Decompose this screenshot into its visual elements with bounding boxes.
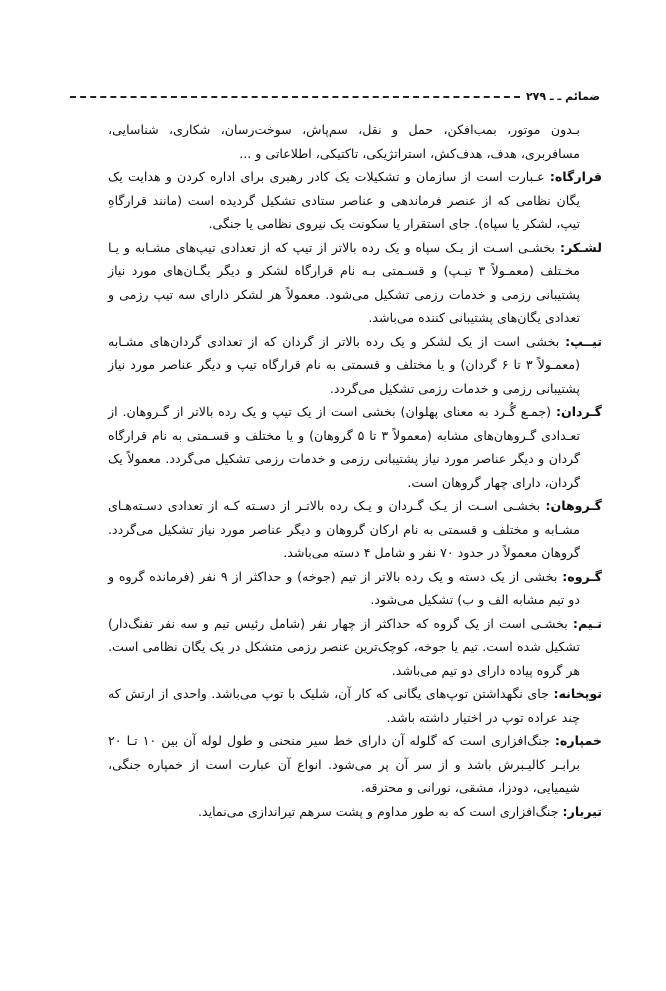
- glossary-entry: [108, 165, 602, 236]
- entry-text: جنگ‌افزاری است که به طور مداوم و پشت سرهم تیراندازی می‌نماید.: [197, 803, 559, 819]
- entry-text: عـبارت است از سازمان و تشکیلات یک کادر رهبری برای اداره کردن و هدایت یک یگان نظامی که از عنصر فرماندهی و عناصر ستادی تشکیل گردیده است (مانند قرارگاهِ تیپ، لشکر یا سپاه). جای استقرار یا سکونت یک نیروی نظامی یا جنگی.: [108, 169, 580, 231]
- entry-term: تـیم:: [572, 615, 602, 631]
- glossary-entry: [108, 236, 602, 330]
- entry-term: تیــپ:: [565, 333, 602, 349]
- glossary-entry: [108, 612, 602, 683]
- entry-text: بخشـی اسـت از یـک سپاه و یک رده بالاتر از تیپ که از تعدادی تیپ‌های مشـابه و یـا مخـتلف (معمـولاً ۳ تیـپ) و قسـمتی بـه نام قرارگاه لشکر و دیگر یگـان‌های مورد نیاز پشتیبانی رزمی و خدمات رزمی تشکیل می‌شود. معمولاً هر لشکر دارای سه تیپ رزمی و تعدادی یگان‌های پشتیبانی کننده می‌باشد.: [108, 239, 580, 325]
- glossary-entry: [108, 682, 602, 729]
- glossary-entry: [108, 494, 602, 565]
- entry-text: جنگ‌افزاری است که گلوله آن دارای خط سیر منحنی و طول لوله آن بین ۱۰ تـا ۲۰ برابـر کالیـبرش باشد و از سر آن پر می‌شود. انواع آن عبارت است از خمپاره جنگی، شیمیایی، دودزا، مشقی، نورانی و محترقه.: [108, 733, 580, 795]
- header-dashed-rule: [70, 96, 520, 98]
- entry-text: بخشـی است از یک گروه که حداکثر از چهار نفر (شامل رئیس تیم و سه نفر تفنگ‌دار) تشکیل شده است. تیم یا جوخه، کوچک‌ترین عنصر رزمی متشکل در یک یگان نظامی است. هر گروه پیاده دارای دو تیم می‌باشد.: [108, 615, 580, 678]
- glossary-entry: [108, 565, 602, 612]
- entry-term: لشـکر:: [559, 239, 602, 255]
- running-head: ضمائم ـ ـ ۲۷۹: [525, 89, 600, 103]
- entry-term: خمپاره:: [554, 733, 602, 748]
- entry-text: (جمـع گُـرد به معنای پهلوان) بخشی است از یک تیپ و یک رده بالاتر از گـروهان. از تعـدادی گـروهان‌های مشابه (معمولاً ۳ تا ۵ گروهان) و یا مختلف و قسـمتی به نام قرارگاه گردان و دیگر عناصر مورد نیاز پشتیبانی رزمی و خدمات رزمی تشکیل می‌گردد. معمولاً یک گردان، دارای چهار گروهان است.: [108, 404, 580, 490]
- glossary-entry: [108, 729, 602, 800]
- entry-term: گـروه:: [562, 568, 602, 584]
- entry-term: گـروهان:: [545, 498, 602, 513]
- glossary-entry: [108, 400, 602, 494]
- entry-term: قرارگاه:: [549, 169, 602, 184]
- glossary-entry-continuation: [108, 118, 602, 165]
- entry-text: بخشی است از یک لشکر و یک رده بالاتر از گردان که از تعدادی گردان‌های مشـابه (معمـولاً ۳ تا ۶ گردان) و یا مختلف و قسمتی به نام قرارگاه تیپ و دیگر عناصر مورد نیاز پشتیبانی رزمی و خدمات رزمی تشکیل می‌گردد.: [108, 333, 580, 396]
- entry-term: تیربار:: [562, 803, 602, 819]
- entry-term: توپخانه:: [553, 686, 602, 701]
- running-header: [70, 86, 600, 106]
- entry-term: گـردان:: [555, 404, 602, 419]
- entry-text: بخشـی اسـت از یـک گـردان و یـک رده بالاتـر از دسـته کـه از تعدادی دسـته‌هـای مشـابه و مختلف و قسمتی به نام ارکان گروهان و دیگر عناصر مورد نیاز تشکیل می‌گردد. گروهان معمولاً در حدود ۷۰ نفر و شامل ۴ دسته می‌باشد.: [108, 498, 580, 560]
- glossary-entry: [108, 800, 602, 824]
- entry-text: جای نگهداشتن توپ‌های یگانی که کار آن، شلیک با توپ می‌باشد. واحدی از ارتش که چند عراده توپ در اختیار داشته باشد.: [108, 686, 580, 725]
- entry-text: بـدون موتور، بمب‌افکن، حمل و نقل، سم‌پاش، سوخت‌رسان، شکاری، شناسایی، مسافربری، هدف، هدف‌کش، استراتژیکی، تاکتیکی، اطلاعاتی و ...: [108, 122, 580, 161]
- glossary-body: [108, 118, 602, 823]
- glossary-entry: [108, 330, 602, 401]
- entry-text: بخشی از یک دسته و یک رده بالاتر از تیم (جوخه) و حداکثر از ۹ نفر (فرمانده گروه و دو تیم مشابه الف و ب) تشکیل می‌شود.: [108, 568, 580, 607]
